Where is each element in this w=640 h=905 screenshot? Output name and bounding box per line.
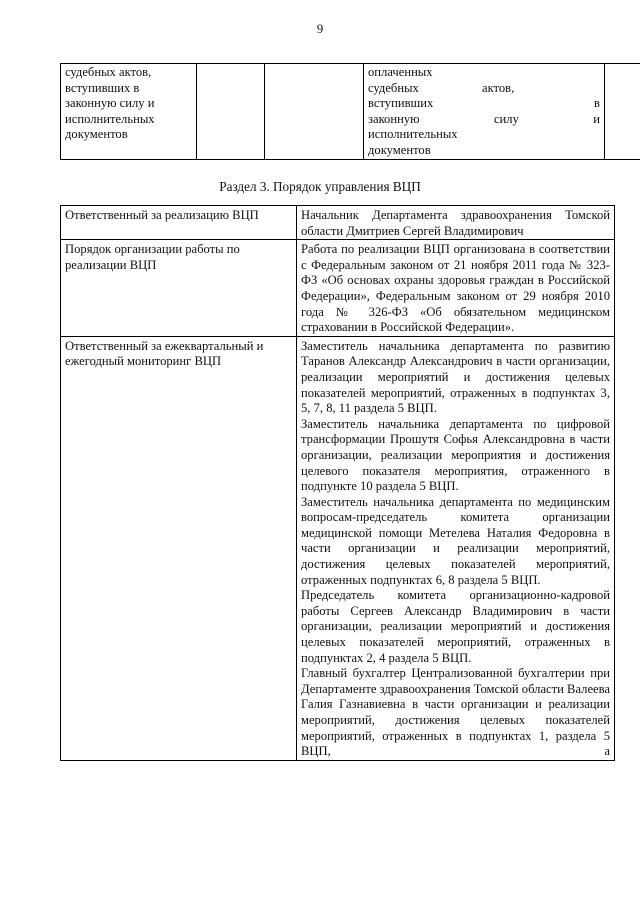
- cell-line: [368, 81, 600, 97]
- row-value: [297, 336, 615, 760]
- table-cell: [364, 64, 605, 160]
- cell-line: законную силу и: [65, 96, 155, 111]
- value-paragraph: Начальник Департамента здравоохранения Томской области Дмитриев Сергей Владимирович: [301, 208, 610, 238]
- table-row: [61, 64, 640, 160]
- cell-line: судебных актов,: [65, 65, 152, 79]
- row-label: Порядок организации работы по реализации ВЦП: [61, 240, 297, 337]
- cell-line: оплаченных: [368, 65, 433, 79]
- table-row: [61, 336, 615, 760]
- table-row: [61, 206, 615, 240]
- cell-line: вступивших в: [368, 96, 600, 111]
- cell-line: законную силу и: [368, 111, 600, 126]
- value-paragraph: Заместитель начальника департамента по развитию Таранов Александр Александрович в части организации, реализации мероприятий и достижения целевых показателей мероприятий, отраженных в подпунктах 3, 5, 7, 8, 11 раздела 5 ВЦП.: [301, 338, 610, 416]
- section-title: Раздел 3. Порядок управления ВЦП: [219, 179, 421, 194]
- value-paragraph: Главный бухгалтер Централизованной бухгалтерии при Департаменте здравоохранения Томской области Валеева Галия Газнавиевна в части организации и реализации мероприятий, достижения целевых показателей мероприятий, отраженных в подпунктах 1, раздела 5 ВЦП, а: [301, 666, 610, 759]
- management-table: [60, 205, 615, 761]
- table-cell: [61, 64, 197, 160]
- table-cell: [605, 64, 640, 160]
- row-value: [297, 206, 615, 240]
- page-number: 9: [316, 21, 324, 36]
- value-paragraph: Председатель комитета организационно-кадровой работы Сергеев Александр Владимирович в части организации, реализации мероприятий и достижения целевых показателей мероприятий, отраженных в подпунктах 2, 4 раздела 5 ВЦП.: [301, 588, 610, 665]
- cell-line: документов: [368, 142, 431, 157]
- cell-line: исполнительных: [368, 127, 458, 142]
- row-label: Ответственный за реализацию ВЦП: [61, 206, 297, 240]
- continuation-table: [60, 63, 640, 160]
- value-paragraph: Заместитель начальника департамента по цифровой трансформации Прошутя Софья Александровна в части организации, реализации мероприятия и достижения целевого показателя мероприятия, отраженного в подпункте 10 раздела 5 ВЦП.: [301, 416, 610, 494]
- table-cell: [197, 64, 265, 160]
- table-row: [61, 240, 615, 337]
- table-cell: [265, 64, 364, 160]
- cell-line-text: судебных актов,: [368, 80, 515, 95]
- cell-line: документов: [65, 127, 128, 142]
- row-label: Ответственный за ежеквартальный и ежегодный мониторинг ВЦП: [61, 336, 297, 760]
- value-paragraph: Заместитель начальника департамента по медицинским вопросам-председатель комитета организации медицинской помощи Метелева Наталия Федоровна в части организации и реализации мероприятий, достижения целевых показателей мероприятий, отраженных подпунктах 6, 8 раздела 5 ВЦП.: [301, 494, 610, 587]
- value-paragraph: Работа по реализации ВЦП организована в соответствии с Федеральным законом от 21 ноября 2011 года № 323-ФЗ «Об основах охраны здоровья граждан в Российской Федерации», Федеральным законом от 29 ноября 2010 года № 326-ФЗ «Об обязательном медицинском страховании в Российской Федерации».: [301, 242, 610, 335]
- row-value: [297, 240, 615, 337]
- cell-line: исполнительных: [65, 111, 155, 126]
- cell-line: вступивших в: [65, 80, 140, 95]
